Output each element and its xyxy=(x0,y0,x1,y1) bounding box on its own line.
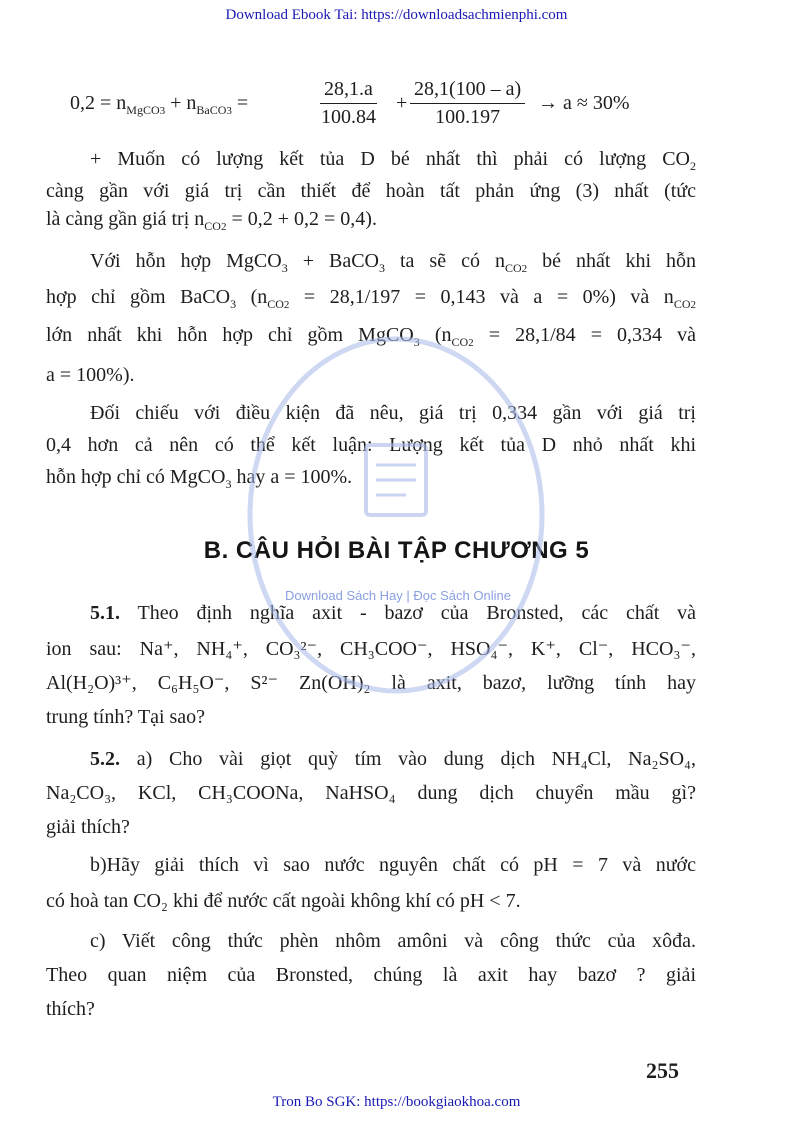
para1-line2: càng gần với giá trị cần thiết để hoàn tất phản ứng (3) nhất (tức xyxy=(46,180,696,202)
fraction-2-denominator: 100.197 xyxy=(435,106,501,128)
q52-b-line2: có hoà tan CO₂ khi để nước cất ngoài không khí có pH < 7. xyxy=(46,890,521,912)
para1-line3: là càng gần giá trị $n_{CO2} = 0,2 + 0,2 = 0,4$). xyxy=(46,208,377,233)
q52-number: 5.2. xyxy=(90,748,120,770)
q52-line2: Na₂CO₃, KCl, CH₃COONa, NaHSO₄ dung dịch chuyển mầu gì? xyxy=(46,782,696,804)
formula-plus: + xyxy=(396,92,408,114)
q52-c-line2: Theo quan niệm của Bronsted, chúng là axit hay bazơ ? giải xyxy=(46,964,696,986)
q51-line1: 5.1. Theo định nghĩa axit - bazơ của Bronsted, các chất và xyxy=(90,602,696,624)
formula-lhs: $0,2 = n_{MgCO3} + n_{BaCO3}$ = xyxy=(70,92,249,117)
para3-line2: 0,4 hơn cả nên có thể kết luận: Lượng kết tủa D nhỏ nhất khi xyxy=(46,434,696,456)
q51-number: 5.1. xyxy=(90,602,120,624)
formula-line xyxy=(70,78,710,134)
header-download-link[interactable]: Download Ebook Tai: https://downloadsachmienphi.com xyxy=(225,7,568,23)
section-heading: B. CÂU HỎI BÀI TẬP CHƯƠNG 5 xyxy=(203,537,590,564)
fraction-1-numerator: 28,1.a xyxy=(320,78,377,104)
page-number: 255 xyxy=(646,1058,679,1083)
q52-line1: 5.2. a) Cho vài giọt quỳ tím vào dung dịch NH₄Cl, Na₂SO₄, xyxy=(90,748,696,770)
q52-c-line3: thích? xyxy=(46,998,95,1020)
para3-line3: hỗn hợp chỉ có MgCO$_3$ hay a = 100%. xyxy=(46,466,353,491)
q51-line2: ion sau: Na⁺, NH₄⁺, CO₃²⁻, CH₃COO⁻, HSO₄⁻, K⁺, Cl⁻, HCO₃⁻, xyxy=(46,638,696,660)
para2-line4: a = 100%). xyxy=(46,364,135,386)
fraction-1 xyxy=(320,78,377,129)
watermark-text: Download Sách Hay | Đọc Sách Online xyxy=(285,588,511,603)
para2-line1: Với hỗn hợp MgCO$_3$ + BaCO$_3$ ta sẽ có $n_{CO2}$ bé nhất khi hỗn xyxy=(90,250,696,275)
q52-b-line1: b)Hãy giải thích vì sao nước nguyên chất có pH = 7 và nước xyxy=(90,854,696,876)
q52-c-line1: c) Viết công thức phèn nhôm amôni và công thức của xôđa. xyxy=(90,930,696,952)
para2-line3: lớn nhất khi hỗn hợp chỉ gồm MgCO$_3$ ($n_{CO2} = 28,1/84 = 0,334$ và xyxy=(46,324,696,349)
q52-line3: giải thích? xyxy=(46,816,130,838)
fraction-1-denominator: 100.84 xyxy=(320,106,376,128)
q51-line4: trung tính? Tại sao? xyxy=(46,706,206,728)
fraction-2 xyxy=(410,78,525,129)
para3-line1: Đối chiếu với điều kiện đã nêu, giá trị 0,334 gần với giá trị xyxy=(90,402,696,424)
fraction-2-numerator: 28,1(100 – a) xyxy=(410,78,525,104)
para1-line1: + Muốn có lượng kết tủa D bé nhất thì phải có lượng $CO_2$ xyxy=(90,148,696,173)
formula-result: → a ≈ 30% xyxy=(538,92,630,114)
q51-line3: Al(H₂O)³⁺, C₆H₅O⁻, S²⁻ Zn(OH)₂ là axit, bazơ, lưỡng tính hay xyxy=(46,672,696,694)
footer-download-link[interactable]: Tron Bo SGK: https://bookgiaokhoa.com xyxy=(272,1094,521,1110)
para2-line2: hợp chỉ gồm BaCO$_3$ ($n_{CO2} = 28,1/197 = 0,143$ và a = 0%) và $n_{CO2}$ xyxy=(46,286,696,311)
